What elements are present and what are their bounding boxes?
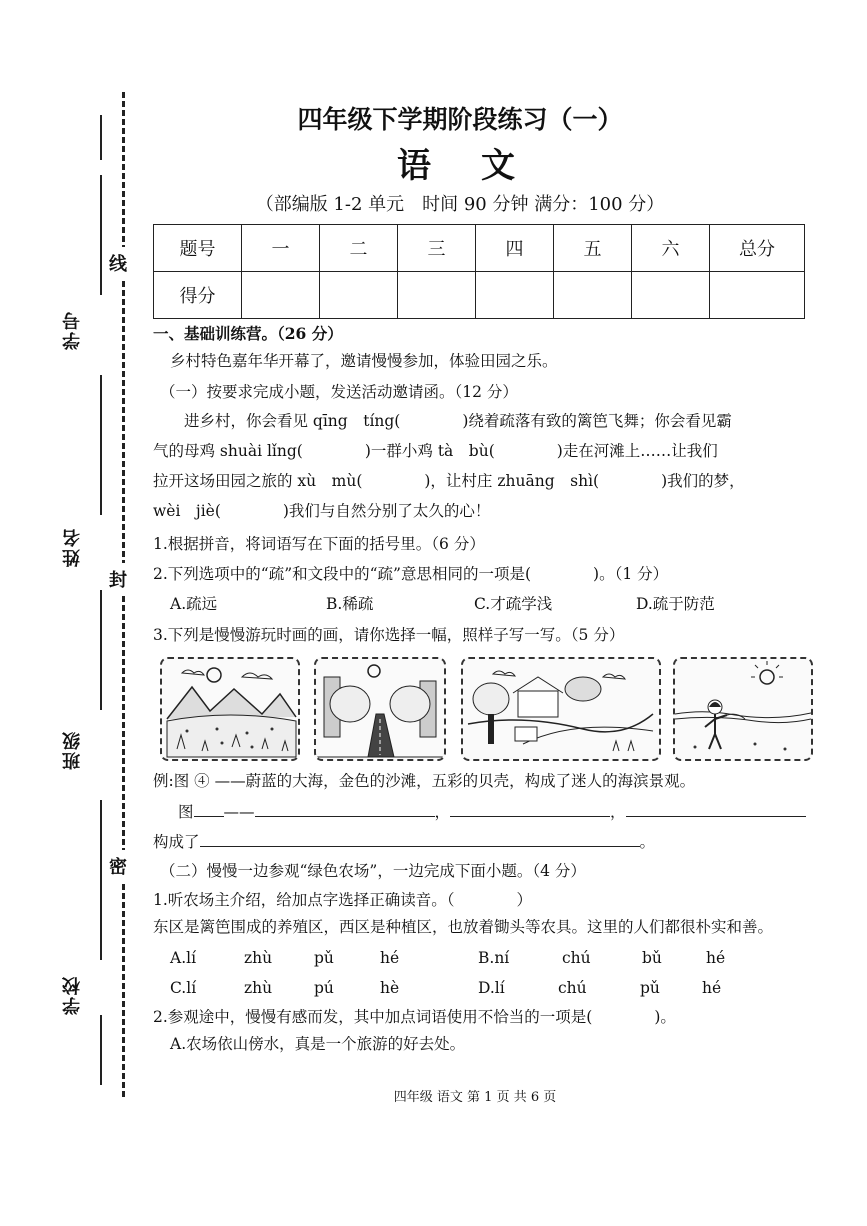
score-cell-3: 三 xyxy=(398,225,476,272)
score-input-3[interactable] xyxy=(398,272,476,319)
seal-char-line: 线 xyxy=(109,247,127,279)
question-2: 2.下列选项中的“疏”和文段中的“疏”意思相同的一项是( )。（1 分） xyxy=(153,565,669,583)
score-table-score-row xyxy=(154,272,805,319)
picture-3-countryside[interactable] xyxy=(461,657,661,761)
fill-dash: —— xyxy=(223,803,255,821)
passage-line-2: 气的母鸡 shuài lǐng( )一群小鸡 tà bù( )走在河滩上……让我们 xyxy=(153,442,718,460)
section1-heading: 一、基础训练营。（26 分） xyxy=(153,324,343,343)
p2q1-d-3: pǔ xyxy=(640,979,660,997)
name-line[interactable] xyxy=(100,375,102,515)
seal-char-secret: 密 xyxy=(109,850,127,882)
p2q1-a-3: pǔ xyxy=(314,949,334,967)
p2q1-b-3: bǔ xyxy=(642,949,662,967)
p2q1-option-a[interactable]: A.lí xyxy=(170,949,197,967)
q2-option-a[interactable]: A.疏远 xyxy=(170,595,218,613)
score-table xyxy=(153,224,805,319)
p2q1-option-d[interactable]: D.lí xyxy=(478,979,505,997)
label-class: 班级 xyxy=(62,730,83,770)
p2q2-option-a[interactable]: A.农场依山傍水，真是一个旅游的好去处。 xyxy=(170,1035,466,1053)
fill-phrase-4[interactable] xyxy=(200,830,640,847)
picture-2-road[interactable] xyxy=(314,657,446,761)
p2q1-option-b[interactable]: B.ní xyxy=(478,949,510,967)
fill-end: 。 xyxy=(639,833,656,851)
score-input-1[interactable] xyxy=(242,272,320,319)
part2-question-2: 2.参观途中，慢慢有感而发，其中加点词语使用不恰当的一项是( )。 xyxy=(153,1008,676,1026)
p2q1-c-3: pú xyxy=(314,979,334,997)
p2q1-a-2: zhù xyxy=(244,949,273,967)
passage-line-4: wèi jiè( )我们与自然分别了太久的心！ xyxy=(153,502,491,520)
fill-prefix: 图 xyxy=(178,803,194,821)
label-school: 学校 xyxy=(62,975,83,1015)
fill-sep-2: ， xyxy=(610,803,626,821)
part1-heading: （一）按要求完成小题，发送活动邀请函。（12 分） xyxy=(160,383,518,401)
score-row-label: 得分 xyxy=(154,272,242,319)
fill-phrase-1[interactable] xyxy=(255,800,435,817)
score-input-5[interactable] xyxy=(554,272,632,319)
part2-question-1: 1.听农场主介绍，给加点字选择正确读音。（ ） xyxy=(153,891,533,909)
class-line[interactable] xyxy=(100,590,102,710)
exam-title: 四年级下学期阶段练习（一） xyxy=(297,105,623,134)
score-cell-total: 总分 xyxy=(710,225,805,272)
score-input-6[interactable] xyxy=(632,272,710,319)
page-footer: 四年级 语文 第 1 页 共 6 页 xyxy=(393,1090,557,1105)
p2q1-a-4: hé xyxy=(380,949,400,967)
road-illustration xyxy=(316,659,444,759)
label-student-id: 学号 xyxy=(62,310,83,350)
p2q1-d-2: chú xyxy=(558,979,587,997)
score-input-total[interactable] xyxy=(710,272,805,319)
fill-picture-number[interactable] xyxy=(194,800,224,817)
section1-intro: 乡村特色嘉年华开幕了，邀请慢慢参加，体验田园之乐。 xyxy=(170,352,558,370)
score-table-header-row xyxy=(154,225,805,272)
score-cell-5: 五 xyxy=(554,225,632,272)
fill-phrase-2[interactable] xyxy=(450,800,610,817)
subject-title: 语 文 xyxy=(397,146,523,186)
fill-phrase-3[interactable] xyxy=(626,800,806,817)
score-cell-6: 六 xyxy=(632,225,710,272)
margin-line-bottom xyxy=(100,1015,102,1085)
passage-line-3: 拉开这场田园之旅的 xù mù( )，让村庄 zhuāng shì( )我们的梦， xyxy=(153,472,745,490)
score-cell-4: 四 xyxy=(476,225,554,272)
p2q1-d-4: hé xyxy=(702,979,722,997)
label-name: 姓名 xyxy=(62,527,83,567)
fill-end-prefix: 构成了 xyxy=(153,833,200,851)
question-1: 1.根据拼音，将词语写在下面的括号里。（6 分） xyxy=(153,535,485,553)
fill-sep-1: ， xyxy=(434,803,451,821)
seal-char-seal: 封 xyxy=(109,563,127,595)
mountains-illustration xyxy=(162,659,298,759)
p2q1-c-4: hè xyxy=(380,979,400,997)
score-cell-label: 题号 xyxy=(154,225,242,272)
beach-illustration xyxy=(675,659,811,759)
q3-example: 例:图 ④ ——蔚蓝的大海，金色的沙滩，五彩的贝壳，构成了迷人的海滨景观。 xyxy=(153,772,696,790)
school-line[interactable] xyxy=(100,800,102,960)
q2-option-c[interactable]: C.才疏学浅 xyxy=(474,595,553,613)
question-3: 3.下列是慢慢游玩时画的画，请你选择一幅，照样子写一写。（5 分） xyxy=(153,626,625,644)
part2-q1-sentence: 东区是篱笆围成的养殖区，西区是种植区，也放着锄头等农具。这里的人们都很朴实和善。 xyxy=(153,918,774,936)
p2q1-option-c[interactable]: C.lí xyxy=(170,979,197,997)
q2-option-b[interactable]: B.稀疏 xyxy=(326,595,374,613)
score-cell-2: 二 xyxy=(320,225,398,272)
part2-heading: （二）慢慢一边参观“绿色农场”，一边完成下面小题。（4 分） xyxy=(160,862,586,880)
score-input-2[interactable] xyxy=(320,272,398,319)
score-input-4[interactable] xyxy=(476,272,554,319)
passage-line-1: 进乡村，你会看见 qīng tíng( )绕着疏落有致的篱笆飞舞；你会看见霸 xyxy=(153,412,732,430)
score-cell-1: 一 xyxy=(242,225,320,272)
p2q1-b-4: hé xyxy=(706,949,726,967)
q3-fill-line-2 xyxy=(153,830,655,853)
picture-4-beach[interactable] xyxy=(673,657,813,761)
countryside-illustration xyxy=(463,659,659,759)
exam-info: （部编版 1-2 单元 时间 90 分钟 满分：100 分） xyxy=(255,194,665,215)
picture-1-mountains[interactable] xyxy=(160,657,300,761)
q3-fill-line xyxy=(178,800,806,823)
p2q1-c-2: zhù xyxy=(244,979,273,997)
q2-option-d[interactable]: D.疏于防范 xyxy=(636,595,715,613)
p2q1-b-2: chú xyxy=(562,949,591,967)
